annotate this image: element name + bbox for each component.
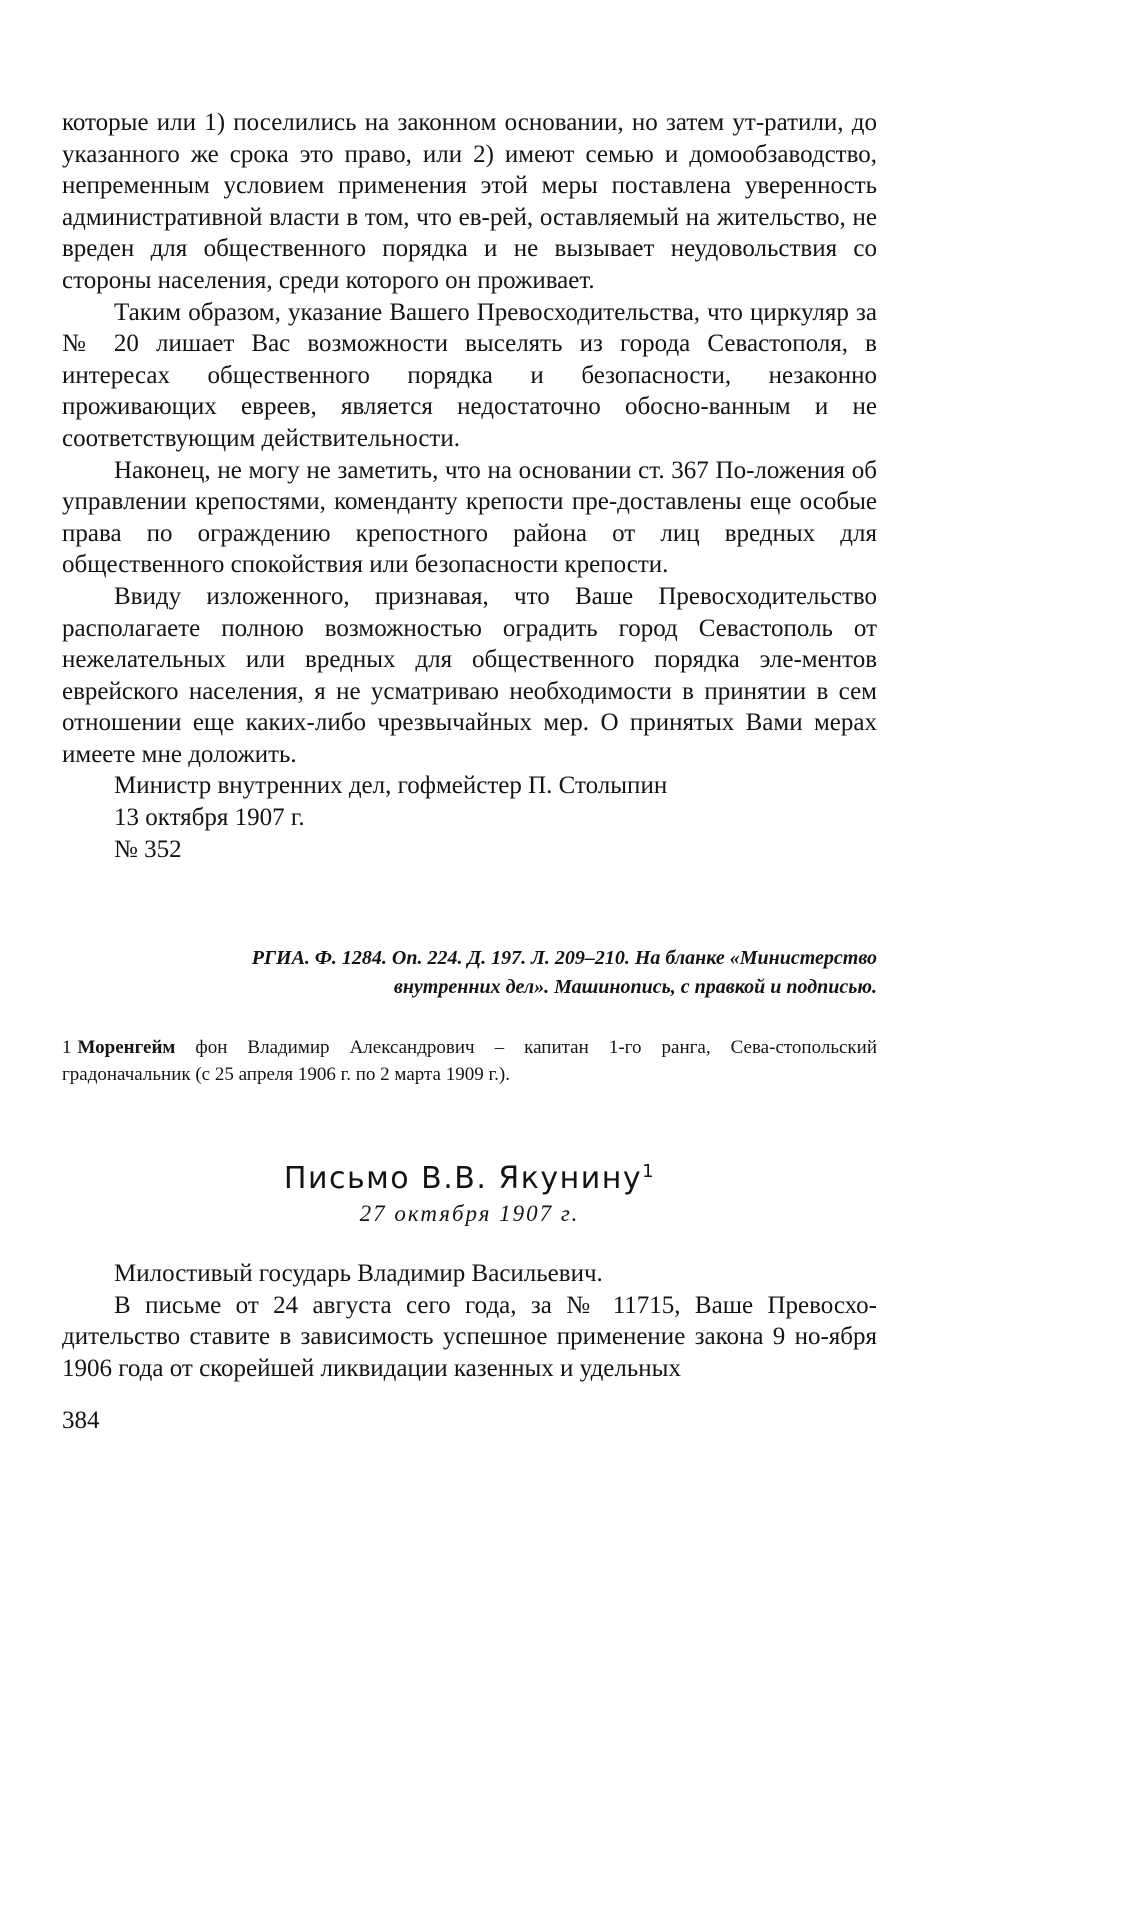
letter-salutation: Милостивый государь Владимир Васильевич.: [114, 1260, 603, 1287]
text-column-top: [62, 107, 877, 865]
letter-paragraph-1: В письме от 24 августа сего года, за № 11715, Ваше Превосхо-дительство ставите в зависимость успешное применение закона 9 но-ября 1906 года от скорейшей ликвидации казенных и удельных: [62, 1291, 877, 1382]
letter-date: 27 октября 1907 г.: [359, 1201, 580, 1226]
footnote-body: фон Владимир Александрович – капитан 1-го ранга, Сева-стопольский градоначальник (с 25 апреля 1906 г. по 2 марта 1909 г.).: [62, 1037, 877, 1085]
signature-line: Министр внутренних дел, гофмейстер П. Столыпин: [114, 772, 668, 800]
paragraph-2: Наконец, не могу не заметить, что на основании ст. 367 По-ложения об управлении крепостями, коменданту крепости пре-доставлены еще особые права по ограждению крепостного района от лиц вредных для общественного спокойствия или безопасности крепости.: [62, 456, 877, 579]
footnote-name: Моренгейм: [77, 1037, 176, 1058]
paragraph-continuation: которые или 1) поселились на законном основании, но затем ут-ратили, до указанного же срока это право, или 2) имеют семью и домообзаводство, непременным условием применения этой меры поставлена уверенность административной власти в том, что ев-рей, оставляемый на жительство, не вреден для общественного порядка и не вызывает неудовольствия со стороны населения, среди которого он проживает.: [62, 109, 877, 294]
archive-note-line-1: РГИА. Ф. 1284. Оп. 224. Д. 197. Л. 209–210. На бланке «Министерство: [251, 947, 877, 969]
signature-number: № 352: [114, 835, 182, 863]
letter-title-text: Письмо В.В. Якунину: [283, 1161, 643, 1196]
paragraph-1: Таким образом, указание Вашего Превосходительства, что циркуляр за № 20 лишает Вас возможности выселять из города Севастополя, в интересах общественного порядка и безопасности, незаконно проживающих евреев, является недостаточно обосно-ванным и не соответствующим действительности.: [62, 298, 877, 452]
footnote: [62, 1034, 877, 1088]
archive-note-line-2: внутренних дел». Машинопись, с правкой и подписью.: [393, 976, 877, 998]
page-number: 384: [62, 1407, 100, 1434]
letter-header: [62, 1152, 877, 1229]
footnote-text: [62, 1034, 877, 1088]
letter-title: [62, 1152, 877, 1199]
letter-title-mark: 1: [642, 1161, 656, 1182]
paragraph-3: Ввиду изложенного, признавая, что Ваше Превосходительство располагаете полною возможностью оградить город Севастополь от нежелательных или вредных для общественного порядка эле-ментов еврейского населения, я не усматриваю необходимости в принятии в сем отношении еще каких-либо чрезвычайных мер. О принятых Вами мерах имеете мне доложить.: [62, 582, 877, 768]
letter-body: [62, 1258, 877, 1384]
archive-note: [62, 944, 877, 1002]
footnote-mark: 1: [62, 1037, 72, 1058]
signature-date: 13 октября 1907 г.: [114, 804, 305, 832]
